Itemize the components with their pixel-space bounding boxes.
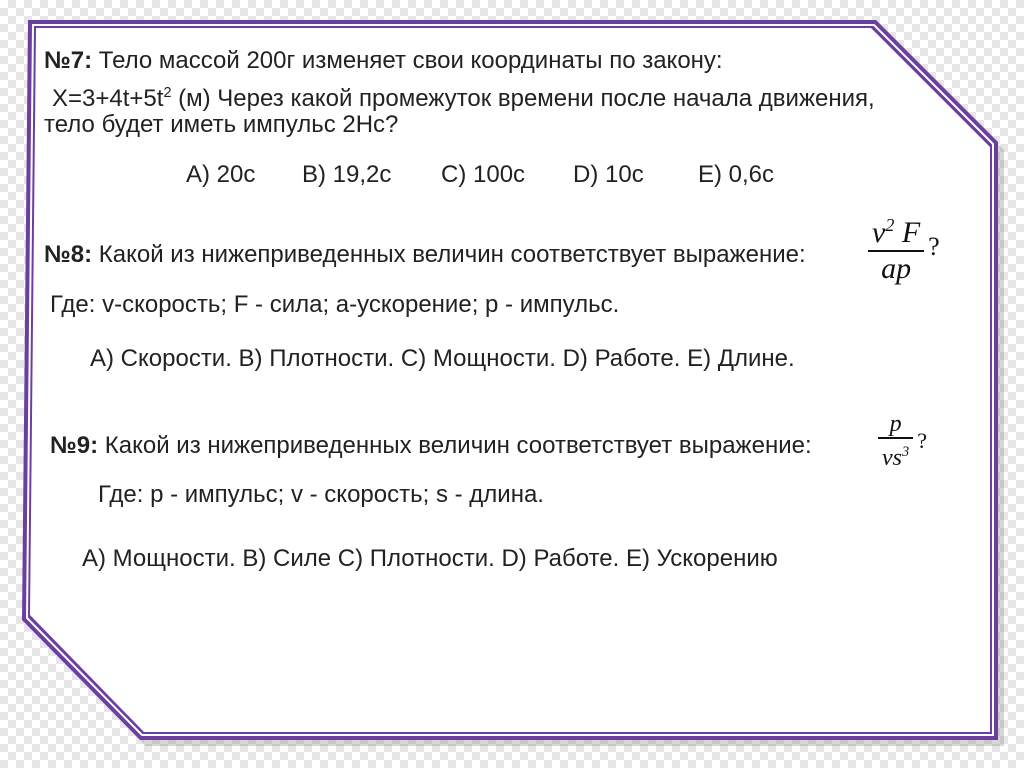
q8-where: Где: v-скорость; F - сила; а-ускорение; р - импульс. bbox=[50, 291, 620, 318]
q7-number: №7: bbox=[44, 47, 93, 74]
q8-fraction bbox=[868, 208, 924, 286]
q8-question-mark: ? bbox=[928, 232, 940, 261]
q7-option-d: D) 10с bbox=[573, 161, 644, 188]
q8-denominator: ap bbox=[881, 252, 912, 285]
q9-text: Какой из нижеприведенных величин соответствует выражение: bbox=[98, 432, 812, 459]
q7-line3: тело будет иметь импульс 2Нс? bbox=[44, 111, 399, 138]
q7-equation: X=3+4t+5t bbox=[52, 85, 164, 112]
q8-num-base: v bbox=[872, 216, 886, 249]
q8-num-power: 2 bbox=[885, 215, 895, 235]
q9-numerator: p bbox=[889, 411, 902, 437]
q7-equation-line bbox=[52, 79, 875, 113]
q8-num-space bbox=[894, 216, 902, 249]
q9-denominator bbox=[878, 439, 913, 471]
q8-number: №8: bbox=[44, 241, 93, 268]
q9-question-mark: ? bbox=[917, 428, 927, 453]
q8-options: А) Скорости. В) Плотности. С) Мощности. D) Работе. Е) Длине. bbox=[90, 345, 795, 372]
q7-option-e: Е) 0,6с bbox=[698, 161, 775, 188]
q9-line bbox=[50, 432, 812, 460]
q9-options: А) Мощности. В) Силе С) Плотности. D) Работе. Е) Ускорению bbox=[82, 545, 778, 572]
q7-equation-power: 2 bbox=[163, 85, 172, 101]
q7-option-a: А) 20с bbox=[186, 161, 256, 188]
q8-text: Какой из нижеприведенных величин соответствует выражение: bbox=[92, 241, 806, 268]
q9-formula bbox=[878, 411, 927, 471]
q9-fraction bbox=[878, 411, 913, 471]
q9-den-power: 3 bbox=[902, 444, 910, 460]
q8-formula bbox=[868, 208, 940, 286]
q7-options bbox=[186, 161, 774, 189]
q7-option-b: В) 19,2с bbox=[302, 161, 392, 188]
q7-question: (м) Через какой промежуток времени после начала движения, bbox=[171, 85, 875, 112]
q9-den-base: vs bbox=[882, 445, 902, 471]
q7-text: Тело массой 200г изменяет свои координаты по закону: bbox=[92, 47, 723, 74]
q8-num-rest: F bbox=[901, 216, 921, 249]
q8-line bbox=[44, 241, 806, 269]
q7-line1 bbox=[44, 47, 723, 75]
q9-number: №9: bbox=[50, 432, 99, 459]
q9-where: Где: р - импульс; v - скорость; s - длина. bbox=[98, 481, 544, 508]
q7-option-c: С) 100с bbox=[441, 161, 526, 188]
q8-numerator bbox=[868, 208, 924, 250]
